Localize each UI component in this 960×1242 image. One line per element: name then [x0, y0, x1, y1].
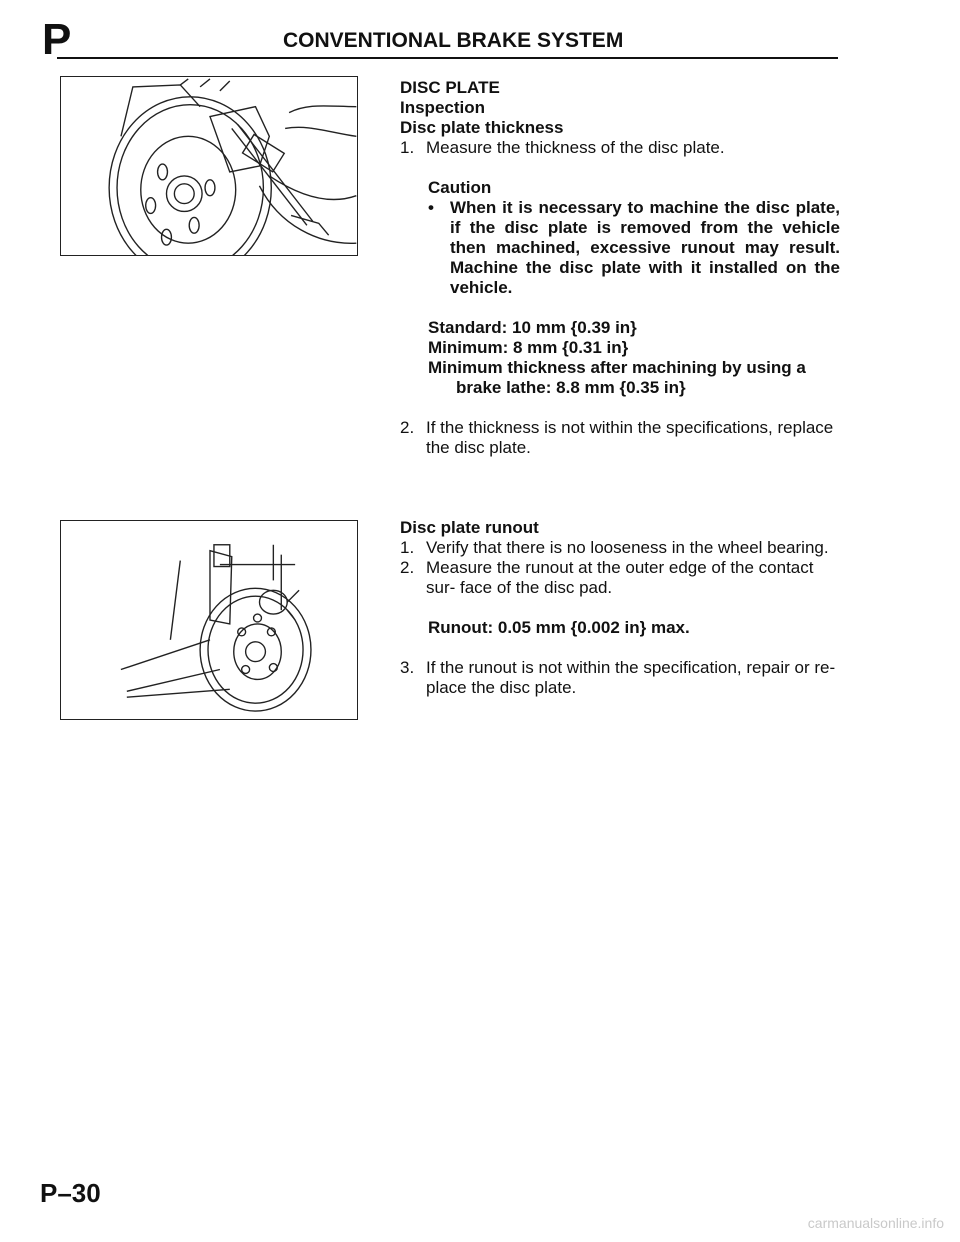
caution-bullet [400, 198, 840, 298]
spec-machining-line-1: Minimum thickness after machining by using a [428, 358, 806, 377]
step-text: Verify that there is no looseness in the wheel bearing. [426, 538, 829, 557]
header-rule [57, 57, 838, 59]
subheading: Inspection [400, 98, 486, 117]
subsection-heading: Disc plate thickness [400, 118, 564, 137]
caution-label: Caution [428, 178, 492, 197]
step-3 [400, 658, 840, 698]
section-letter: P [42, 15, 73, 64]
disc-thickness-section [400, 78, 840, 458]
step-number: 3. [400, 658, 415, 677]
page-number: P–30 [40, 1178, 101, 1208]
disc-thickness-illustration [60, 76, 358, 256]
subsection-heading: Disc plate runout [400, 518, 539, 537]
disc-micrometer-drawing [61, 77, 357, 255]
watermark: carmanualsonline.info [807, 1215, 944, 1231]
bullet-icon: • [428, 198, 434, 217]
step-text: Measure the thickness of the disc plate. [426, 138, 725, 157]
step-1 [400, 138, 840, 158]
step-text: Measure the runout at the outer edge of the contact sur- face of the disc pad. [426, 558, 814, 597]
spec-standard: Standard: 10 mm {0.39 in} [428, 318, 637, 337]
spec-minimum: Minimum: 8 mm {0.31 in} [428, 338, 629, 357]
spec-runout: Runout: 0.05 mm {0.002 in} max. [428, 618, 690, 637]
step-number: 2. [400, 418, 415, 437]
step-2 [400, 558, 840, 598]
step-text: If the thickness is not within the specifications, replace the disc plate. [426, 418, 834, 457]
step-number: 1. [400, 138, 415, 157]
section-heading: DISC PLATE [400, 78, 500, 97]
step-number: 2. [400, 558, 415, 577]
step-1 [400, 538, 840, 558]
step-number: 1. [400, 538, 415, 557]
step-2 [400, 418, 840, 458]
step-text: If the runout is not within the specification, repair or re- place the disc plate. [426, 658, 836, 697]
caution-text: When it is necessary to machine the disc plate, if the disc plate is removed from the vehicle then machined, excessive runout may result. Machine the disc plate with it installed on the vehicle. [450, 198, 840, 297]
disc-runout-illustration [60, 520, 358, 720]
disc-runout-section [400, 518, 840, 698]
spec-machining-line-2: brake lathe: 8.8 mm {0.35 in} [456, 378, 686, 397]
page-title: CONVENTIONAL BRAKE SYSTEM [283, 29, 624, 52]
dial-indicator-drawing [61, 521, 357, 719]
